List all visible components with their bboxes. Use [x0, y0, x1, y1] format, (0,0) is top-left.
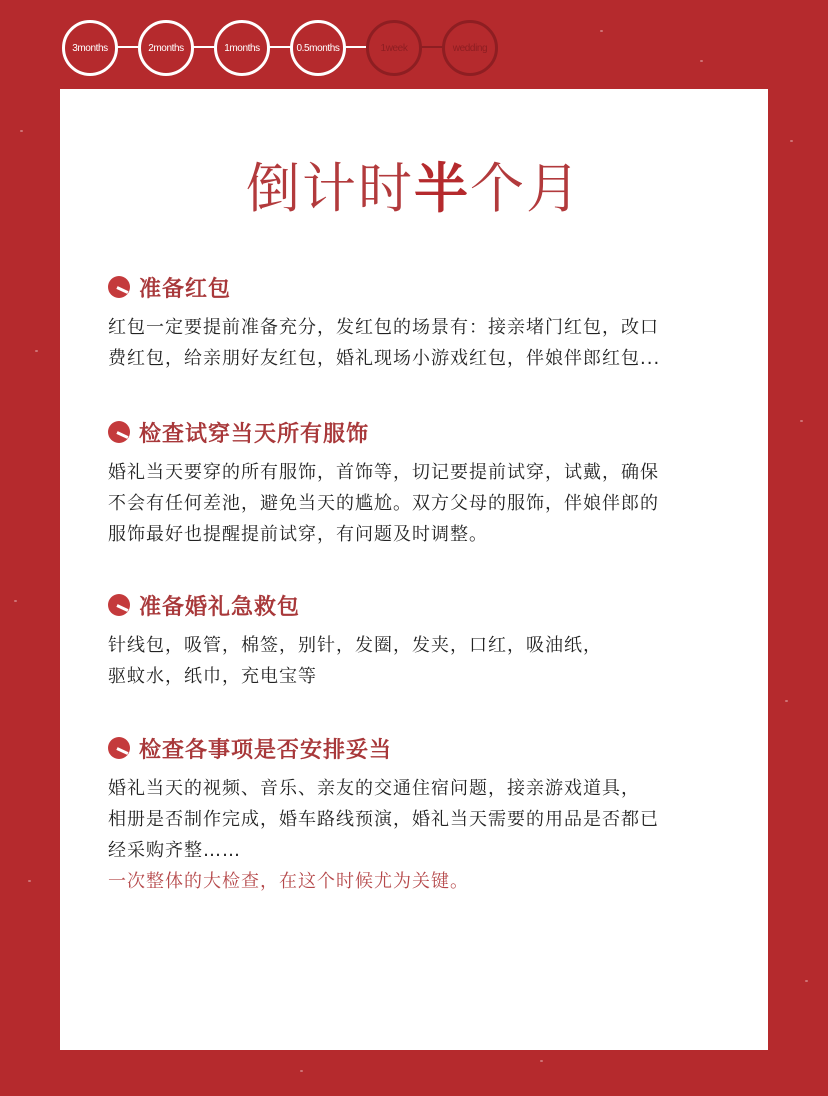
section-title: 检查各事项是否安排妥当 [139, 737, 393, 763]
timeline-step-future: 1week [366, 20, 422, 76]
section-red-envelopes [108, 270, 728, 374]
clock-icon [108, 421, 130, 443]
section-outfit-fitting [108, 415, 728, 550]
section-title: 准备红包 [139, 276, 232, 302]
body-line: 驱蚊水，纸巾，充电宝等 [108, 666, 317, 687]
section-note: 一次整体的大检查，在这个时候尤为关键。 [108, 871, 469, 892]
body-line: 红包一定要提前准备充分，发红包的场景有：接亲堵门红包，改口 [108, 317, 659, 338]
body-line: 费红包，给亲朋好友红包，婚礼现场小游戏红包，伴娘伴郎红包... [108, 348, 661, 369]
body-line: 经采购齐整…… [108, 840, 241, 861]
timeline-step: 1months [214, 20, 270, 76]
page-title [60, 146, 768, 223]
content-card [60, 89, 768, 1050]
section-header [108, 270, 728, 304]
countdown-timeline [62, 20, 502, 76]
clock-icon [108, 594, 130, 616]
title-suffix: 个月 [470, 157, 582, 220]
title-emphasis: 半 [414, 157, 470, 220]
section-emergency-kit [108, 588, 728, 692]
body-line: 不会有任何差池，避免当天的尴尬。双方父母的服饰，伴娘伴郎的 [108, 493, 659, 514]
clock-icon [108, 737, 130, 759]
timeline-step-current: 0.5months [290, 20, 346, 76]
background-speckle [20, 130, 23, 132]
body-line: 婚礼当天要穿的所有服饰，首饰等，切记要提前试穿，试戴，确保 [108, 462, 659, 483]
background-speckle [700, 60, 703, 62]
body-line: 服饰最好也提醒提前试穿，有问题及时调整。 [108, 524, 488, 545]
background-speckle [540, 1060, 543, 1062]
title-prefix: 倒计时 [246, 157, 414, 220]
section-body [108, 773, 728, 897]
section-body [108, 457, 728, 550]
background-speckle [28, 880, 31, 882]
background-speckle [790, 140, 793, 142]
section-body [108, 630, 728, 692]
section-header [108, 731, 728, 765]
section-title: 准备婚礼急救包 [139, 594, 301, 620]
background-speckle [35, 350, 38, 352]
timeline-step: 2months [138, 20, 194, 76]
section-header [108, 588, 728, 622]
background-speckle [14, 600, 17, 602]
background-speckle [300, 1070, 303, 1072]
background-speckle [805, 980, 808, 982]
background-speckle [785, 700, 788, 702]
clock-icon [108, 276, 130, 298]
body-line: 针线包，吸管，棉签，别针，发圈，发夹，口红，吸油纸， [108, 635, 602, 656]
body-line: 相册是否制作完成，婚车路线预演，婚礼当天需要的用品是否都已 [108, 809, 659, 830]
section-final-check [108, 731, 728, 897]
timeline-step-future: wedding [442, 20, 498, 76]
body-line: 婚礼当天的视频、音乐、亲友的交通住宿问题，接亲游戏道具， [108, 778, 640, 799]
section-body [108, 312, 728, 374]
background-speckle [800, 420, 803, 422]
background-speckle [600, 30, 603, 32]
section-header [108, 415, 728, 449]
timeline-step: 3months [62, 20, 118, 76]
section-title: 检查试穿当天所有服饰 [139, 421, 370, 447]
